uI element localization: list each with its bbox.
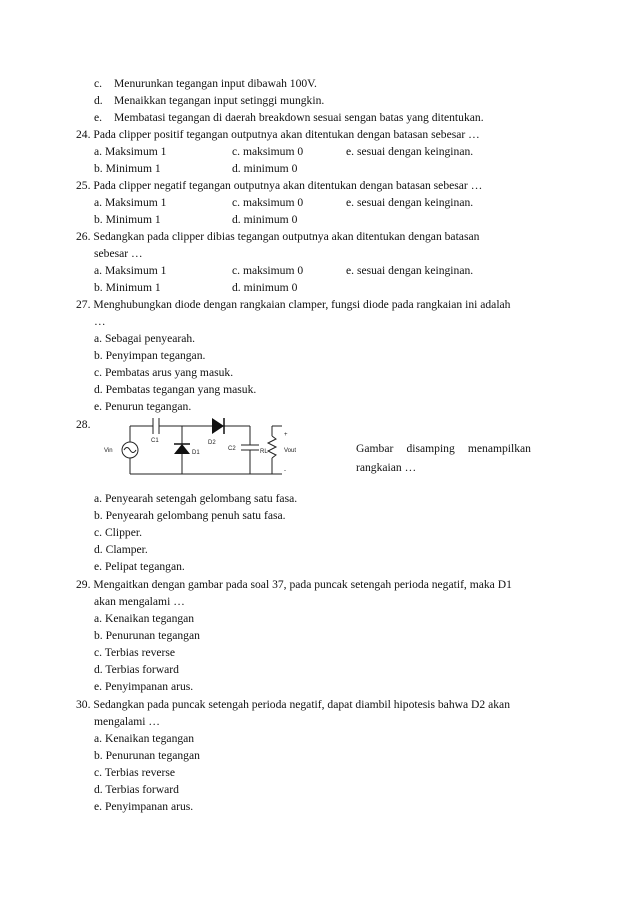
q28-option-a: a. Penyearah setengah gelombang satu fasa. — [94, 492, 298, 505]
q26-option-a: a. Maksimum 1 — [94, 264, 167, 277]
question-27-cont: … — [94, 315, 106, 328]
q26-option-b: b. Minimum 1 — [94, 281, 161, 294]
label-plus: + — [284, 432, 288, 438]
label-vin: Vin — [104, 448, 113, 454]
option-d: d. Menaikkan tegangan input setinggi mungkin. — [94, 94, 325, 107]
q25-option-a: a. Maksimum 1 — [94, 196, 167, 209]
q28-option-d: d. Clamper. — [94, 543, 148, 556]
label-rl: RL — [260, 449, 268, 455]
label-c2: C2 — [228, 446, 236, 452]
question-28: 28. — [76, 418, 91, 431]
q26-option-c: c. maksimum 0 — [232, 264, 304, 277]
diode-d1-icon — [174, 444, 190, 454]
q25-options-row2 — [94, 213, 594, 227]
question-25: 25. Pada clipper negatif tegangan outputnya akan ditentukan dengan batasan sebesar … — [76, 179, 483, 192]
q30-option-c: c. Terbias reverse — [94, 766, 176, 779]
q28-caption-line1: Gambar disamping menampilkan — [356, 442, 531, 455]
label-c1: C1 — [151, 438, 159, 444]
q24-options-row2 — [94, 162, 594, 176]
label-d1: D1 — [192, 450, 200, 456]
q27-option-d: d. Pembatas tegangan yang masuk. — [94, 383, 257, 396]
q24-options-row1 — [94, 145, 594, 159]
q24-option-b: b. Minimum 1 — [94, 162, 161, 175]
q25-option-d: d. minimum 0 — [232, 213, 298, 226]
q30-option-a: a. Kenaikan tegangan — [94, 732, 195, 745]
q24-option-d: d. minimum 0 — [232, 162, 298, 175]
q25-options-row1 — [94, 196, 594, 210]
q24-option-e: e. sesuai dengan keinginan. — [346, 145, 474, 158]
question-27: 27. Menghubungkan diode dengan rangkaian clamper, fungsi diode pada rangkaian ini adalah — [76, 298, 511, 311]
q28-option-c: c. Clipper. — [94, 526, 142, 539]
option-e: e. Membatasi tegangan di daerah breakdown sesuai sengan batas yang ditentukan. — [94, 111, 484, 124]
question-26-cont: sebesar … — [94, 247, 143, 260]
question-26: 26. Sedangkan pada clipper dibias tegangan outputnya akan ditentukan dengan batasan — [76, 230, 480, 243]
q28-option-e: e. Pelipat tegangan. — [94, 560, 185, 573]
question-30-cont: mengalami … — [94, 715, 161, 728]
circuit-diagram — [100, 414, 300, 482]
question-30: 30. Sedangkan pada puncak setengah perioda negatif, dapat diambil hipotesis bahwa D2 akan — [76, 698, 510, 711]
q29-option-e: e. Penyimpanan arus. — [94, 680, 194, 693]
q27-option-b: b. Penyimpan tegangan. — [94, 349, 206, 362]
question-29-cont: akan mengalami … — [94, 595, 185, 608]
label-vout: Vout — [284, 448, 297, 454]
q24-option-c: c. maksimum 0 — [232, 145, 304, 158]
q29-option-b: b. Penurunan tegangan — [94, 629, 200, 642]
option-c: c. Menurunkan tegangan input dibawah 100V. — [94, 77, 317, 90]
q26-options-row2 — [94, 281, 594, 295]
question-29: 29. Mengaitkan dengan gambar pada soal 37, pada puncak setengah perioda negatif, maka D1 — [76, 578, 512, 591]
q30-option-e: e. Penyimpanan arus. — [94, 800, 194, 813]
q28-caption-line2: rangkaian … — [356, 461, 417, 474]
diode-d2-icon — [212, 418, 224, 434]
q29-option-a: a. Kenaikan tegangan — [94, 612, 195, 625]
label-minus: - — [284, 468, 286, 474]
q29-option-d: d. Terbias forward — [94, 663, 179, 676]
q27-option-e: e. Penurun tegangan. — [94, 400, 192, 413]
q26-option-e: e. sesuai dengan keinginan. — [346, 264, 474, 277]
q25-option-c: c. maksimum 0 — [232, 196, 304, 209]
q27-option-a: a. Sebagai penyearah. — [94, 332, 196, 345]
q26-option-d: d. minimum 0 — [232, 281, 298, 294]
q28-option-b: b. Penyearah gelombang penuh satu fasa. — [94, 509, 286, 522]
q24-option-a: a. Maksimum 1 — [94, 145, 167, 158]
q30-option-b: b. Penurunan tegangan — [94, 749, 200, 762]
q26-options-row1 — [94, 264, 594, 278]
question-24: 24. Pada clipper positif tegangan outputnya akan ditentukan dengan batasan sebesar … — [76, 128, 480, 141]
q27-option-c: c. Pembatas arus yang masuk. — [94, 366, 234, 379]
q25-option-b: b. Minimum 1 — [94, 213, 161, 226]
q29-option-c: c. Terbias reverse — [94, 646, 176, 659]
label-d2: D2 — [208, 440, 216, 446]
q30-option-d: d. Terbias forward — [94, 783, 179, 796]
q25-option-e: e. sesuai dengan keinginan. — [346, 196, 474, 209]
